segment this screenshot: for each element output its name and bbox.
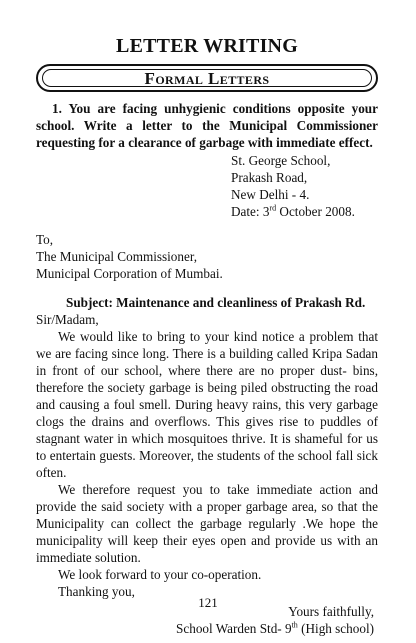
recipient-line2: Municipal Corporation of Mumbai. xyxy=(36,266,223,281)
body-paragraph-1: We would like to bring to your kind notice a problem that we are facing since long. There is a building called Kripa Sadan in front of our school, where there are no proper dust- bins, therefore the society garbage is being piled obstructing the road and causing a foul smell. During heavy rains, this very garbage clogs the drains and overflows. This gives rise to puddles of stagnant water in which mosquitoes thrive. It is shameful for us to entertain guests. Moreover, the students of the school fall sick often. xyxy=(36,329,378,480)
date-superscript: rd xyxy=(269,203,277,213)
question-text: You are facing unhygienic conditions opposite your school. Write a letter to the Municipal Commissioner requesting for a clearance of garbage with immediate effect. xyxy=(36,101,378,150)
section-banner-label: Formal Letters xyxy=(144,69,270,88)
page-title: LETTER WRITING xyxy=(116,35,298,57)
page-content xyxy=(36,26,378,637)
sign-off: Yours faithfully, xyxy=(288,604,374,619)
recipient-line1: The Municipal Commissioner, xyxy=(36,249,197,264)
salutation: Sir/Madam, xyxy=(36,312,99,327)
recipient-address xyxy=(36,231,378,282)
question xyxy=(36,100,378,151)
sender-address xyxy=(231,152,378,220)
recipient-to: To, xyxy=(36,232,54,247)
question-number: 1. xyxy=(52,101,62,116)
sender-address-line2: Prakash Road, xyxy=(231,170,308,185)
signature-suffix: (High school) xyxy=(297,621,374,636)
page-number: 121 xyxy=(198,595,218,610)
signature-superscript: th xyxy=(291,620,298,630)
thanking-line: Thanking you, xyxy=(58,584,135,599)
sender-address-line3: New Delhi - 4. xyxy=(231,187,310,202)
sender-address-line1: St. George School, xyxy=(231,153,331,168)
signature-prefix: School Warden Std- 9 xyxy=(176,621,292,636)
date-suffix: October 2008. xyxy=(276,204,355,219)
date-prefix: Date: 3 xyxy=(231,204,270,219)
letter-date xyxy=(231,203,378,220)
body-paragraph-3: We look forward to your co-operation. xyxy=(58,567,262,582)
section-banner xyxy=(36,64,378,92)
body-paragraph-2: We therefore request you to take immediate action and provide the said society with a proper garbage area, so that the Municipality can collect the garbage regularly .We hope the municipality will keep their eyes open and provide us with an immediate solution. xyxy=(36,482,378,565)
signature xyxy=(36,620,378,637)
letter-subject: Subject: Maintenance and cleanliness of Prakash Rd. xyxy=(66,295,366,310)
